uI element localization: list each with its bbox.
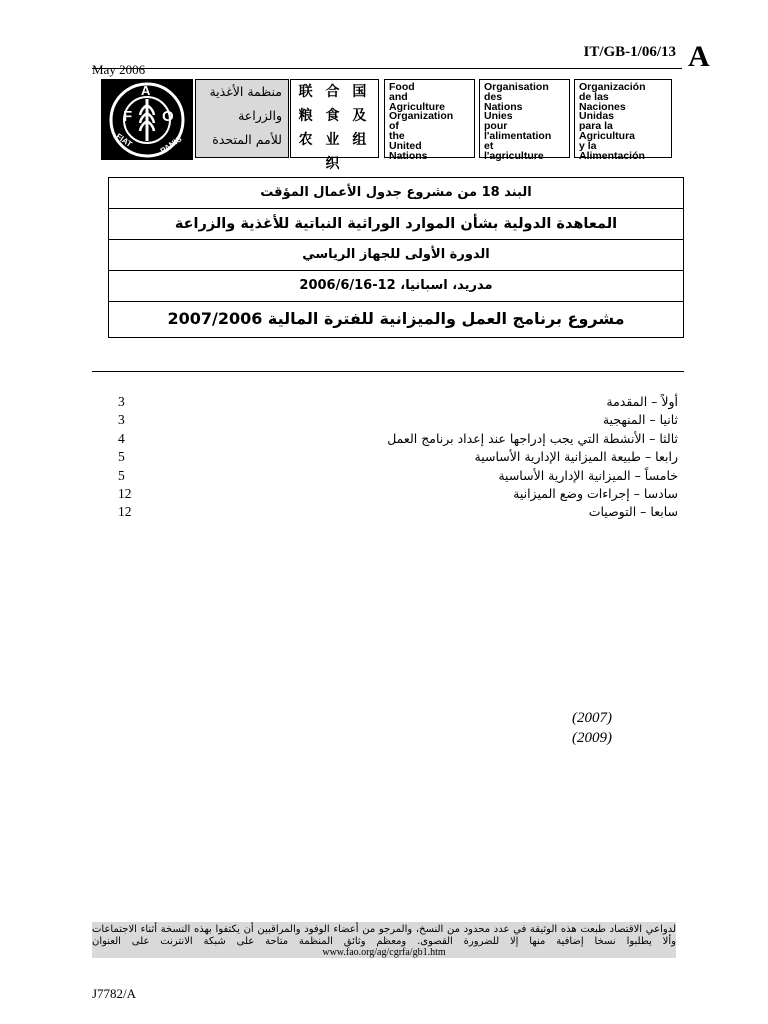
toc-label: سابعا – التوصيات (588, 504, 678, 520)
org-name-line: 农 业 组 织 (298, 132, 371, 172)
org-name-line: والزراعة (238, 108, 282, 123)
toc-page-number: 4 (118, 430, 125, 446)
venue-dates: مدريد، اسبانيا، 12-2006/6/16 (109, 271, 683, 302)
language-letter: A (688, 40, 710, 73)
org-name-line: للأمم المتحدة (212, 132, 282, 147)
toc-label: ثالثا – الأنشطة التي يجب إدراجها عند إعداد برنامج العمل (387, 430, 678, 446)
toc-page-number: 5 (118, 449, 125, 465)
toc-page-number: 3 (118, 394, 125, 409)
toc-label: سادسا – إجراءات وضع الميزانية (513, 485, 678, 501)
org-name-line: Nations (484, 100, 523, 113)
toc-item (110, 431, 678, 449)
document-code: IT/GB-1/06/13 (583, 44, 676, 60)
notice-url[interactable]: www.fao.org/ag/cgrfa/gb1.htm (322, 947, 446, 958)
toc-label: رابعا – طبيعة الميزانية الإدارية الأساسية (474, 449, 678, 465)
svg-text:O: O (162, 108, 174, 125)
org-name-line: Unidas (579, 110, 615, 123)
toc-item (110, 394, 678, 412)
org-name-line: 联 合 国 (298, 84, 371, 100)
document-date: May 2006 (92, 62, 146, 77)
toc-item (110, 468, 678, 486)
org-name-line: para la (579, 120, 613, 133)
org-name-arabic (195, 79, 289, 158)
agenda-item: البند 18 من مشروع جدول الأعمال المؤقت (109, 178, 683, 209)
org-name-chinese (290, 79, 379, 172)
toc-page-number: 12 (118, 504, 132, 520)
year-note: (2009) (572, 730, 612, 746)
toc-label: خامساً – الميزانية الإدارية الأساسية (498, 467, 678, 483)
org-name-line: and (389, 90, 408, 103)
org-name-line: United (389, 139, 422, 152)
notice-text: لدواعي الاقتصاد طبعت هذه الوثيقة في عدد محدود من النسخ، والمرجو من أعضاء الوفود والمراقبين أن يكتفوا بهذه النسخة أثناء الاجتماعات وألا يطلبوا نسخا إضافية منها إلا للضرورة القصوى. ومعظم وثائق المنظمة متاحة على شبكة الانترنت على العنوان (92, 924, 676, 947)
title-block (108, 177, 684, 338)
header-rule (92, 68, 682, 69)
treaty-name: المعاهدة الدولية بشأن الموارد الوراثية النباتية للأغذية والزراعة (109, 209, 683, 240)
org-name-line: pour (484, 120, 508, 133)
org-name-line: Food (389, 81, 415, 93)
org-name-line: Naciones (579, 100, 626, 113)
job-number: J7782/A (92, 986, 137, 1001)
economy-notice (92, 922, 676, 958)
org-name-line: of (389, 120, 399, 133)
org-name-line: Alimentación (579, 149, 645, 162)
org-name-line: Nations (389, 149, 428, 162)
svg-text:A: A (141, 83, 151, 98)
toc-item (110, 504, 678, 522)
toc-label: ثانيا – المنهجية (602, 412, 678, 428)
org-name-line: Agriculture (389, 100, 446, 113)
org-name-line: 粮 食 及 (298, 108, 371, 124)
svg-text:FIAT: FIAT (114, 131, 134, 149)
org-name-french (479, 79, 570, 162)
org-name-line: the (389, 129, 405, 142)
fao-emblem-icon (101, 79, 193, 160)
org-name-line: منظمة الأغذية (209, 84, 282, 99)
toc-page-number: 5 (118, 467, 125, 483)
org-name-line: Organization (389, 110, 454, 123)
org-name-line: des (484, 90, 503, 103)
svg-text:PANIS: PANIS (158, 134, 184, 156)
svg-text:F: F (123, 108, 133, 125)
org-name-line: l'alimentation (484, 129, 552, 142)
table-of-contents (110, 394, 678, 523)
session-name: الدورة الأولى للجهاز الرياسي (109, 240, 683, 271)
org-name-spanish (574, 79, 672, 162)
org-name-line: Organisation (484, 81, 549, 93)
org-name-line: et (484, 139, 494, 152)
toc-item (110, 412, 678, 430)
toc-item (110, 449, 678, 467)
year-note: (2007) (572, 710, 612, 726)
org-name-line: Unies (484, 110, 513, 123)
toc-item (110, 486, 678, 504)
org-name-line: Agricultura (579, 129, 636, 142)
toc-page-number: 12 (118, 485, 132, 501)
toc-page-number: 3 (118, 412, 125, 428)
org-name-line: Organización (579, 81, 646, 93)
org-name-line: y la (579, 139, 597, 152)
section-rule (92, 371, 684, 372)
org-name-line: de las (579, 90, 609, 103)
org-name-line: l'agriculture (484, 149, 544, 162)
document-title: مشروع برنامج العمل والميزانية للفترة المالية 2007/2006 (167, 309, 625, 328)
org-name-english (384, 79, 475, 162)
toc-label: أولاً – المقدمة (606, 394, 678, 409)
